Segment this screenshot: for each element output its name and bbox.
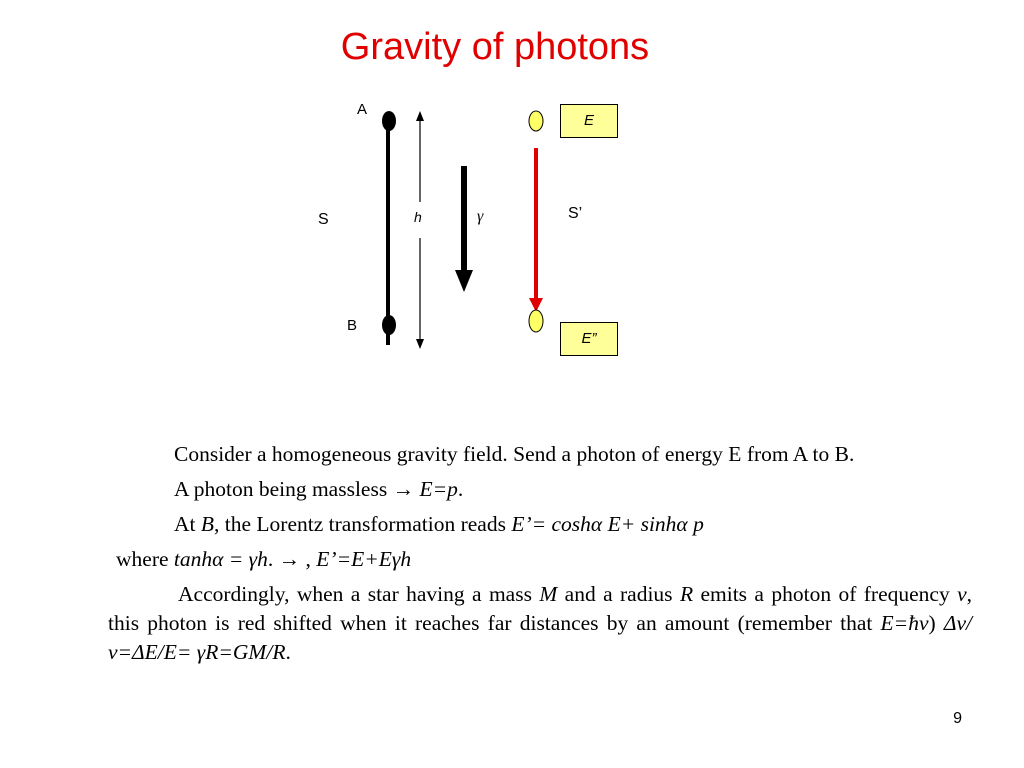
- energy-box-bottom: E”: [560, 322, 618, 356]
- p4-equation-2: E’=E+Eγh: [316, 547, 412, 571]
- p3-equation: E’= coshα E+ sinhα p: [511, 512, 704, 536]
- p2-text: A photon being massless →: [174, 477, 420, 501]
- paragraph-2: [108, 475, 972, 504]
- paragraph-4: [108, 545, 972, 574]
- p3-b: B: [200, 512, 215, 536]
- p2-equation: E=p: [419, 477, 458, 501]
- page-number: 9: [953, 710, 962, 727]
- p5-text-c: emits a photon of frequency: [693, 582, 958, 606]
- label-h: h: [414, 209, 422, 225]
- p5-text-d: , this photon is red shifted when it reaches far distances by an amount (remember that: [108, 582, 972, 635]
- energy-box-top: E: [560, 104, 618, 138]
- p3-text-mid: , the Lorentz transformation reads: [214, 512, 512, 536]
- p5-equation-1: E=ħν: [880, 611, 929, 635]
- p5-text-e: ): [928, 611, 944, 635]
- photon-top: [529, 111, 543, 131]
- p2-period: .: [457, 477, 464, 501]
- label-s-prime: S’: [568, 205, 583, 222]
- label-s: S: [318, 211, 329, 228]
- p5-text-a: Accordingly, when a star having a mass: [178, 582, 540, 606]
- p5-r: R: [679, 582, 694, 606]
- p5-text-b: and a radius: [557, 582, 680, 606]
- label-a: A: [357, 101, 368, 118]
- p5-m: M: [539, 582, 558, 606]
- gravity-arrow-head: [455, 270, 473, 292]
- p5-period: .: [285, 640, 291, 664]
- paragraph-1: Consider a homogeneous gravity field. Send a photon of energy E from A to B.: [174, 442, 855, 466]
- label-b: B: [347, 317, 358, 334]
- p3-text: At: [174, 512, 201, 536]
- paragraph-5: [108, 580, 972, 667]
- p5-equation-2: Δν/ν=ΔE/E= γR=GM/R: [108, 611, 972, 664]
- p4-text: where: [116, 547, 174, 571]
- photon-bottom: [529, 310, 543, 332]
- paragraph-3: [108, 510, 972, 539]
- slide-title: Gravity of photons: [340, 26, 650, 68]
- body-text: [108, 440, 972, 673]
- p4-text-mid: . → ,: [267, 547, 317, 571]
- point-b-dot: [382, 315, 396, 335]
- label-gamma: γ: [477, 208, 484, 225]
- p4-equation-1: tanhα = γh: [173, 547, 268, 571]
- p5-nu: ν: [957, 582, 967, 606]
- point-a-dot: [382, 111, 396, 131]
